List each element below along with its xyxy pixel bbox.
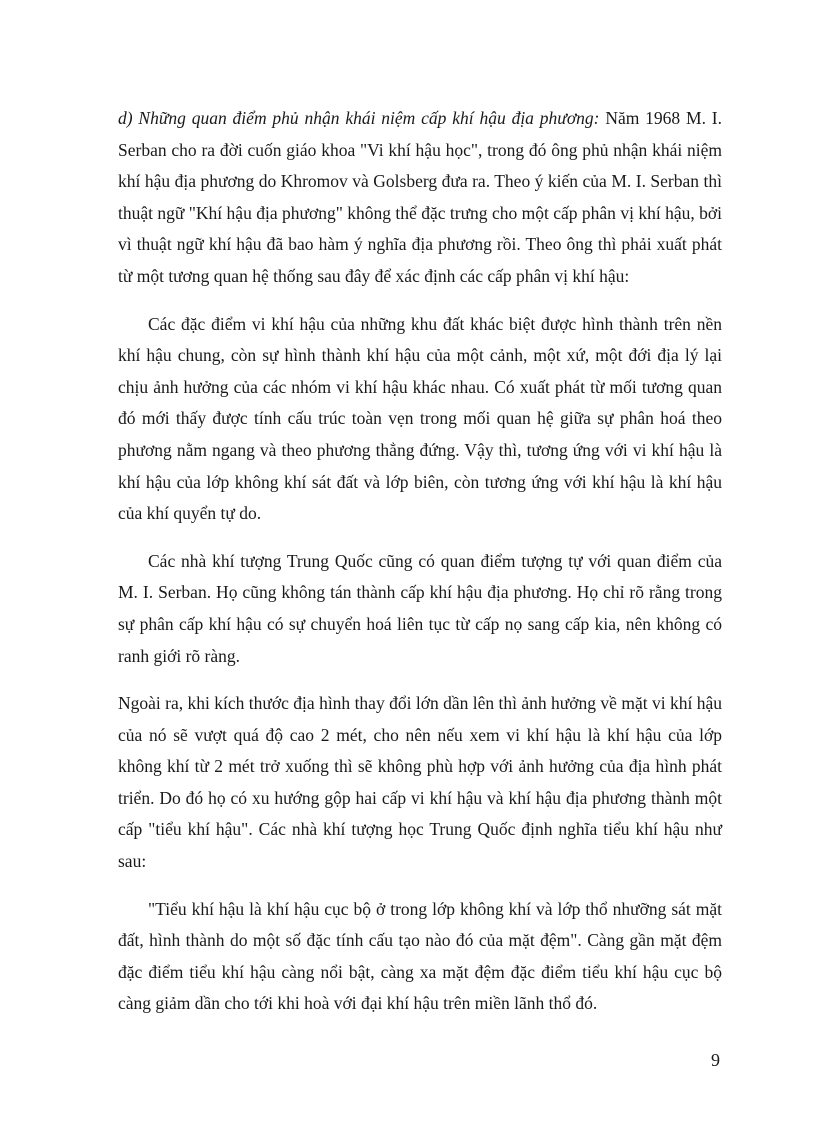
- paragraph-4: Ngoài ra, khi kích thước địa hình thay đổi lớn dần lên thì ảnh hưởng về mặt vi khí hậu của nó sẽ vượt quá độ cao 2 mét, cho nên nếu xem vi khí hậu là khí hậu của lớp không khí từ 2 mét trở xuống thì sẽ không phù hợp với ảnh hưởng của địa hình phát triển. Do đó họ có xu hướng gộp hai cấp vi khí hậu và khí hậu địa phương thành một cấp "tiểu khí hậu". Các nhà khí tượng học Trung Quốc định nghĩa tiểu khí hậu như sau:: [118, 693, 722, 872]
- section-heading: d) Những quan điểm phủ nhận khái niệm cấp khí hậu địa phương:: [118, 108, 600, 128]
- paragraph-1-text: Năm 1968 M. I. Serban cho ra đời cuốn giáo khoa "Vi khí hậu học", trong đó ông phủ nhận khái niệm khí hậu địa phương do Khromov và Golsberg đưa ra. Theo ý kiến của M. I. Serban thì thuật ngữ "Khí hậu địa phương" không thể đặc trưng cho một cấp phân vị khí hậu, bởi vì thuật ngữ khí hậu đã bao hàm ý nghĩa địa phương rồi. Theo ông thì phải xuất phát từ một tương quan hệ thống sau đây để xác định các cấp phân vị khí hậu:: [118, 108, 722, 286]
- paragraph-5-quote: "Tiểu khí hậu là khí hậu cục bộ ở trong lớp không khí và lớp thổ nhưỡng sát mặt đất, hình thành do một số đặc tính cấu tạo nào đó của mặt đệm". Càng gần mặt đệm đặc điểm tiểu khí hậu càng nổi bật, càng xa mặt đệm đặc điểm tiểu khí hậu cục bộ càng giảm dần cho tới khi hoà với đại khí hậu trên miền lãnh thổ đó.: [118, 898, 722, 1014]
- paragraph-3: Các nhà khí tượng Trung Quốc cũng có quan điểm tượng tự với quan điểm của M. I. Serban. Họ cũng không tán thành cấp khí hậu địa phương. Họ chỉ rõ rằng trong sự phân cấp khí hậu có sự chuyển hoá liên tục từ cấp nọ sang cấp kia, nên không có ranh giới rõ ràng.: [118, 550, 722, 666]
- paragraph-1: [118, 103, 722, 293]
- paragraph-2: Các đặc điểm vi khí hậu của những khu đất khác biệt được hình thành trên nền khí hậu chung, còn sự hình thành khí hậu của một cảnh, một xứ, một đới địa lý lại chịu ảnh hưởng của các nhóm vi khí hậu khác nhau. Có xuất phát từ mối tương quan đó mới thấy được tính cấu trúc toàn vẹn trong mối quan hệ giữa sự phân hoá theo phương nằm ngang và theo phương thẳng đứng. Vậy thì, tương ứng với vi khí hậu là khí hậu của lớp không khí sát đất và lớp biên, còn tương ứng với khí hậu là khí hậu của khí quyển tự do.: [118, 313, 722, 524]
- page-body: [118, 103, 722, 1020]
- page-number: 9: [711, 1050, 720, 1070]
